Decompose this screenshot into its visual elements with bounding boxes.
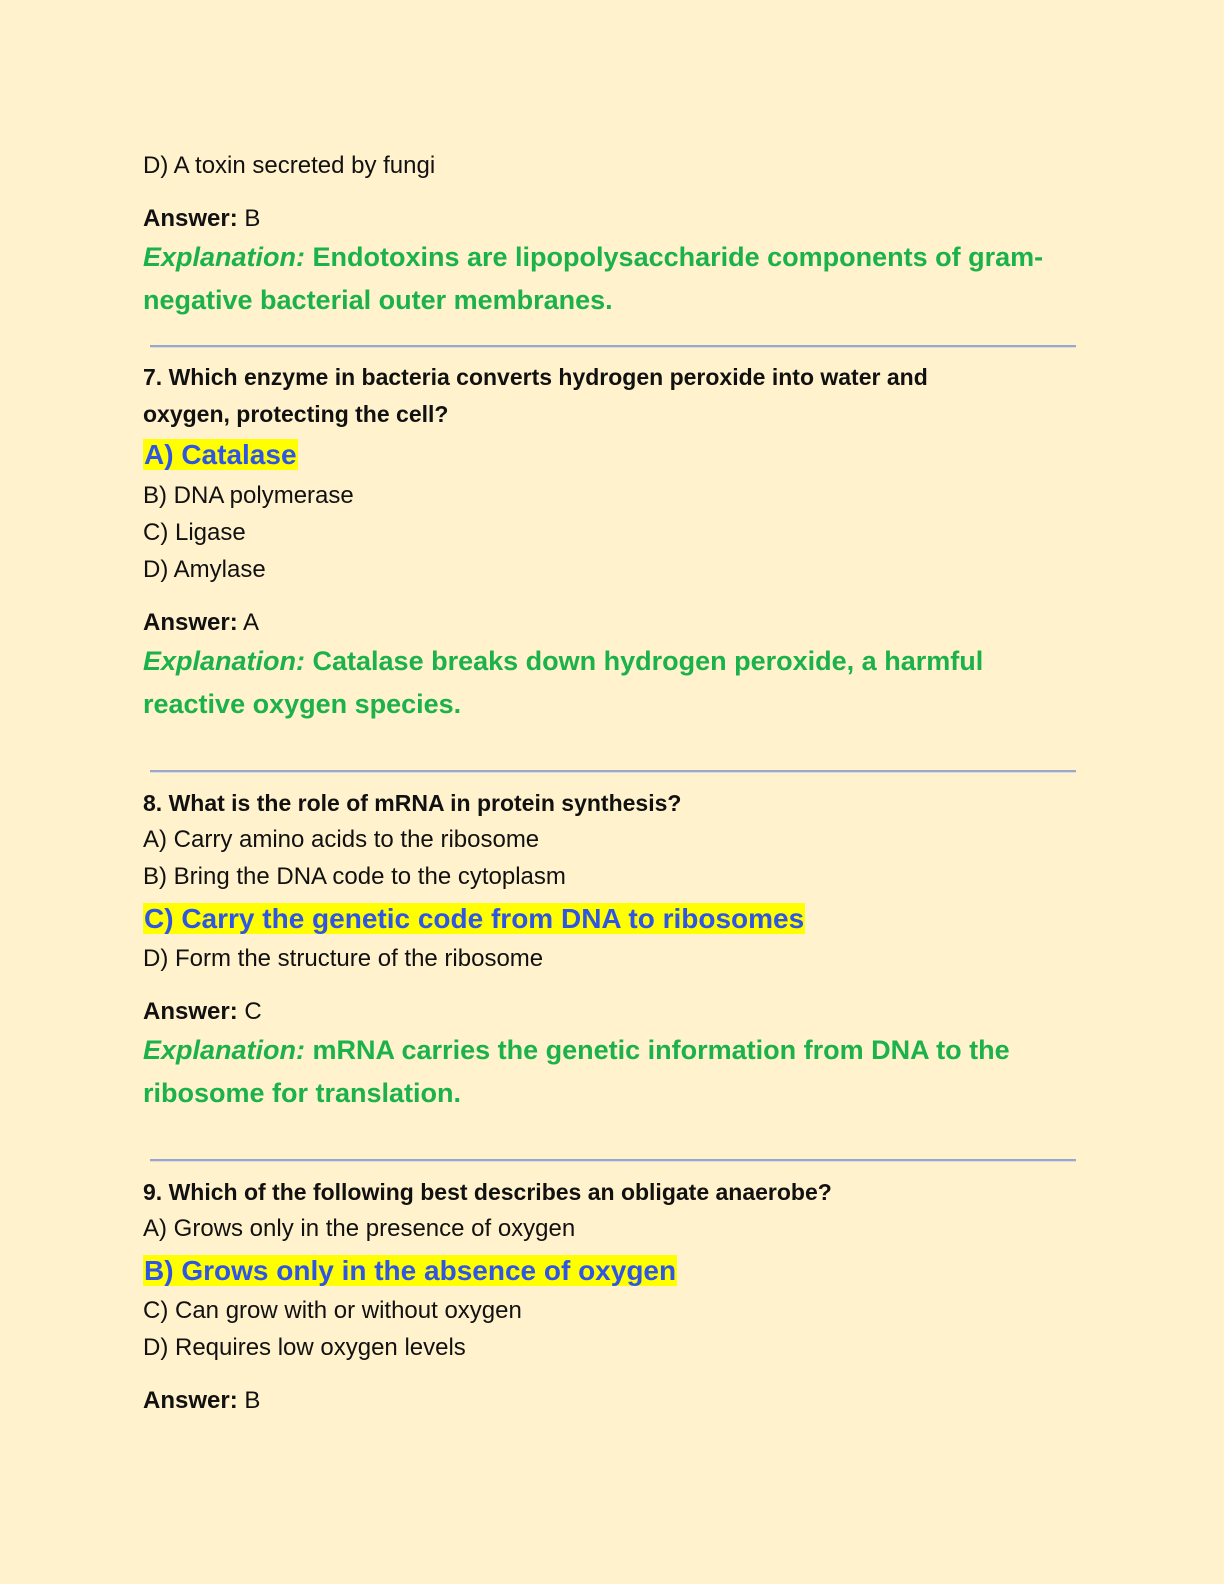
divider: [150, 345, 1076, 348]
divider: [150, 1159, 1076, 1162]
answer-value: B: [237, 205, 261, 232]
q7-option-c: C) Ligase: [143, 519, 246, 546]
q9-option-b-correct: B) Grows only in the absence of oxygen: [144, 1255, 677, 1286]
q9-question: 9. Which of the following best describes an obligate anaerobe?: [143, 1179, 832, 1205]
q9-option-d: D) Requires low oxygen levels: [143, 1334, 466, 1361]
q7-option-a-correct: A) Catalase: [144, 439, 297, 470]
prev-explanation-line1: Explanation: Endotoxins are lipopolysaccharide components of gram-: [143, 242, 1044, 272]
q7-answer: Answer: A: [143, 609, 260, 636]
q9-option-a: A) Grows only in the presence of oxygen: [143, 1215, 576, 1242]
q8-option-b: B) Bring the DNA code to the cytoplasm: [143, 863, 566, 890]
q8-option-a: A) Carry amino acids to the ribosome: [143, 826, 540, 853]
q9-option-c: C) Can grow with or without oxygen: [143, 1297, 522, 1324]
q7-question-line2: oxygen, protecting the cell?: [143, 401, 449, 427]
q8-explanation-line1: Explanation: mRNA carries the genetic information from DNA to the: [143, 1035, 1010, 1065]
prev-answer: [143, 204, 260, 234]
q7-option-d: D) Amylase: [143, 556, 266, 583]
q8-question: 8. What is the role of mRNA in protein synthesis?: [143, 790, 682, 816]
q7-explanation-line2: reactive oxygen species.: [143, 689, 462, 719]
prev-explanation-line2: negative bacterial outer membranes.: [143, 285, 613, 315]
prev-option-d: D) A toxin secreted by fungi: [143, 152, 436, 179]
answer-label: Answer:: [143, 205, 238, 232]
q7-option-b: B) DNA polymerase: [143, 482, 354, 509]
divider: [150, 770, 1076, 773]
q7-question-line1: 7. Which enzyme in bacteria converts hydrogen peroxide into water and: [143, 364, 928, 390]
q7-explanation-line1: Explanation: Catalase breaks down hydrogen peroxide, a harmful: [143, 646, 984, 676]
q9-answer: Answer: B: [143, 1387, 261, 1414]
q8-option-d: D) Form the structure of the ribosome: [143, 945, 544, 972]
q8-answer: Answer: C: [143, 998, 262, 1025]
explanation-label: Explanation:: [143, 242, 306, 272]
q8-option-c-correct: C) Carry the genetic code from DNA to ribosomes: [144, 903, 805, 934]
q8-explanation-line2: ribosome for translation.: [143, 1078, 462, 1108]
